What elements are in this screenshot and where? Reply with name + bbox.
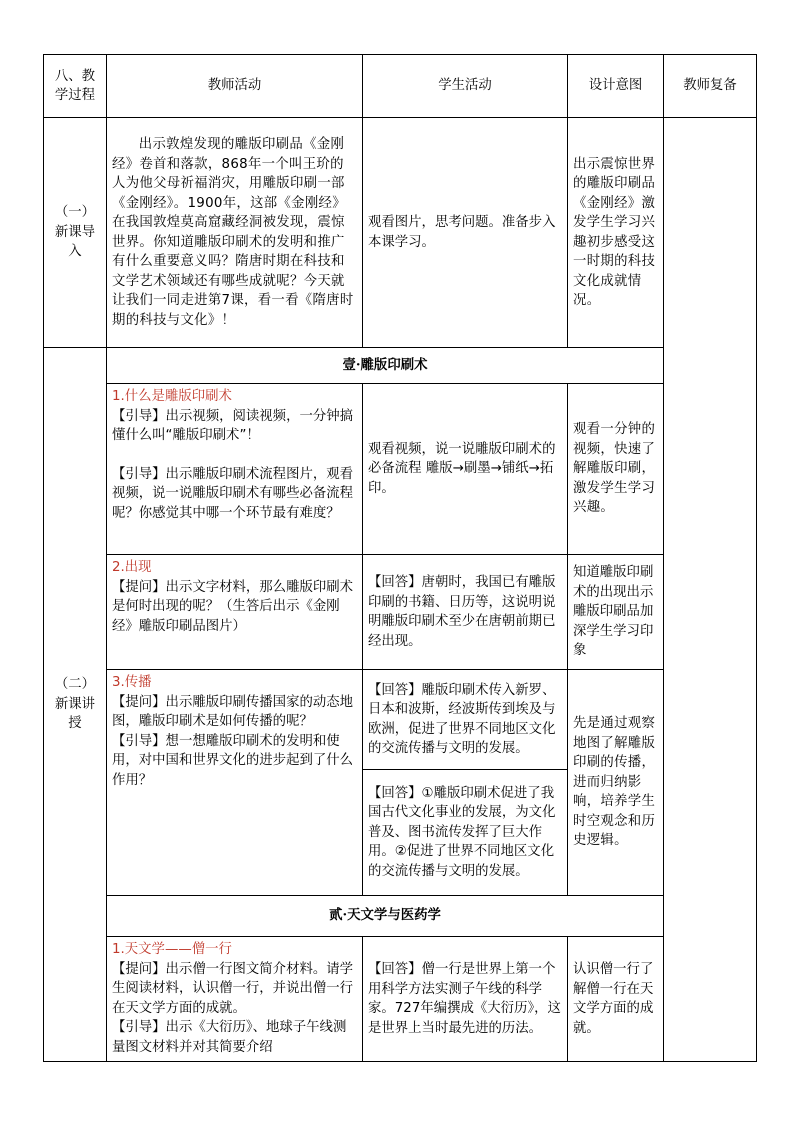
section2-row [44,896,757,937]
printing-spread-student-2: 【回答】①雕版印刷术促进了我国古代文化事业的发展，为文化普及、图书流传发挥了巨大作用。②促进了世界不同地区文化的交流传播与文明的发展。 [363,770,568,896]
intro-row [44,118,757,348]
printing-what-student: 观看视频，说一说雕版印刷术的必备流程 雕版→刷墨→铺纸→拓印。 [363,384,568,555]
astronomy-row [44,937,757,1062]
printing-spread-row-a [44,670,757,770]
astronomy-intent: 认识僧一行了解僧一行在天文学方面的成就。 [568,937,664,1062]
section-heading-printing: 壹·雕版印刷术 [107,348,664,384]
teacher-review-cell [664,118,757,1062]
intro-student-activity: 观看图片，思考问题。准备步入本课学习。 [363,118,568,348]
printing-origin-student: 【回答】唐朝时，我国已有雕版印刷的书籍、日历等，这说明说明雕版印刷术至少在唐朝前期已经出现。 [363,555,568,670]
subheading-appearance: 2.出现 [112,560,152,575]
astronomy-student: 【回答】僧一行是世界上第一个用科学方法实测子午线的科学家。727年编撰成《大衍历》，这是世界上当时最先进的历法。 [363,937,568,1062]
printing-spread-intent: 先是通过观察地图了解雕版印刷的传播，进而归纳影响，培养学生时空观念和历史逻辑。 [568,670,664,896]
subheading-spread: 3.传播 [112,675,152,690]
header-teacher-activity: 教师活动 [107,55,363,118]
printing-what-row [44,384,757,555]
stage-lecture: （二）新课讲授 [44,348,107,1062]
lesson-plan-table [43,54,757,1062]
printing-spread-teacher: 3.传播 【提问】出示雕版印刷传播国家的动态地图，雕版印刷术是如何传播的呢？ 【引导】想一想雕版印刷术的发明和使用，对中国和世界文化的进步起到了什么作用？ [107,670,363,896]
section-heading-astronomy-medicine: 贰·天文学与医药学 [107,896,664,937]
printing-what-teacher: 1.什么是雕版印刷术 【引导】出示视频，阅读视频，一分钟搞懂什么叫“雕版印刷术”！ 【引导】出示雕版印刷术流程图片，观看视频，说一说雕版印刷术有哪些必备流程呢？你感觉其中哪一个环节最有难度？ [107,384,363,555]
header-process: 八、教学过程 [44,55,107,118]
printing-what-intent: 观看一分钟的视频，快速了解雕版印刷，激发学生学习兴趣。 [568,384,664,555]
intro-design-intent: 出示震惊世界的雕版印刷品《金刚经》激发学生学习兴趣初步感受这一时期的科技文化成就情况。 [568,118,664,348]
intro-teacher-activity: 出示敦煌发现的雕版印刷品《金刚经》卷首和落款，868年一个叫王玠的人为他父母祈福消灾，用雕版印刷一部《金刚经》。1900年，这部《金刚经》在我国敦煌莫高窟藏经洞被发现，震惊世界。你知道雕版印刷术的发明和推广有什么重要意义吗？隋唐时期在科技和文学艺术领域还有哪些成就呢？今天就让我们一同走进第7课，看一看《隋唐时期的科技与文化》！ [107,118,363,348]
header-teacher-review: 教师复备 [664,55,757,118]
section1-row [44,348,757,384]
header-row [44,55,757,118]
header-student-activity: 学生活动 [363,55,568,118]
printing-origin-intent: 知道雕版印刷术的出现出示雕版印刷品加深学生学习印象 [568,555,664,670]
header-design-intent: 设计意图 [568,55,664,118]
subheading-astronomy: 1.天文学——僧一行 [112,942,232,957]
stage-intro: （一）新课导入 [44,118,107,348]
subheading-what-is-printing: 1.什么是雕版印刷术 [112,389,232,404]
printing-origin-teacher: 2.出现 【提问】出示文字材料，那么雕版印刷术是何时出现的呢？（生答后出示《金刚经》雕版印刷品图片） [107,555,363,670]
astronomy-teacher: 1.天文学——僧一行 【提问】出示僧一行图文简介材料。请学生阅读材料，认识僧一行，并说出僧一行在天文学方面的成就。 【引导】出示《大衍历》、地球子午线测量图文材料并对其简要介绍 [107,937,363,1062]
printing-origin-row [44,555,757,670]
printing-spread-student-1: 【回答】雕版印刷术传入新罗、日本和波斯，经波斯传到埃及与欧洲，促进了世界不同地区文化的交流传播与文明的发展。 [363,670,568,770]
